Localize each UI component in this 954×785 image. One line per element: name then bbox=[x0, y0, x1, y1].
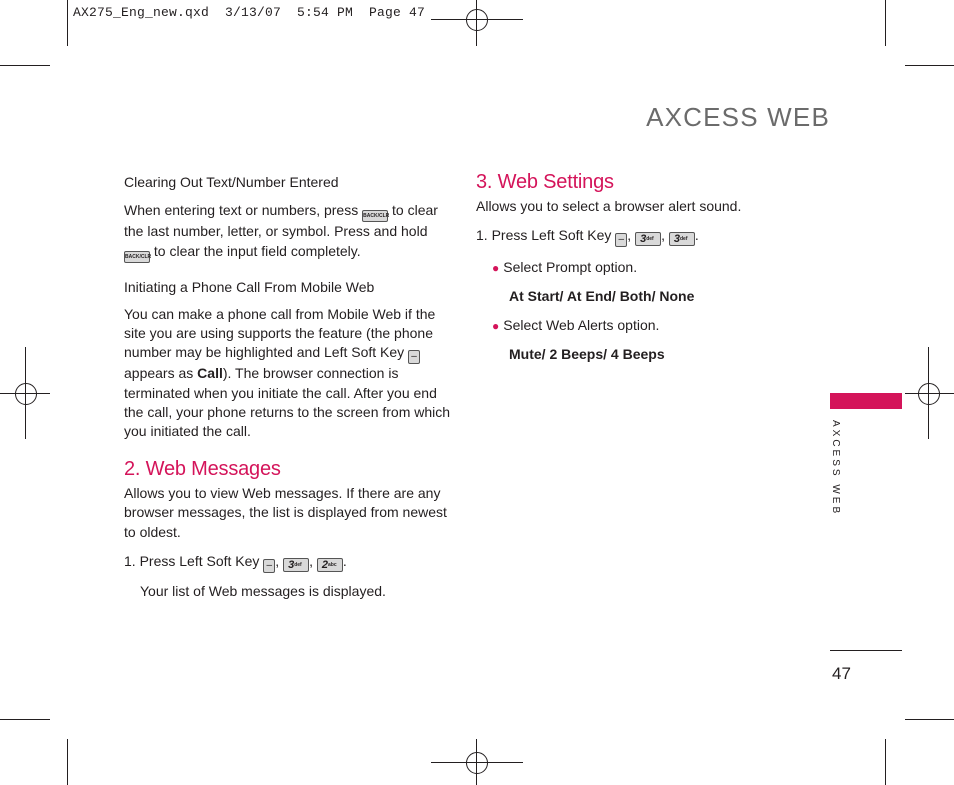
initiating-heading: Initiating a Phone Call From Mobile Web bbox=[124, 278, 375, 295]
clearing-paragraph: When entering text or numbers, press BACK/CLR to clear the last number, letter, or symbol. Press and hold BACK/CLR to clear the input field completely. bbox=[124, 201, 454, 262]
right-column bbox=[476, 173, 806, 365]
chapter-title: AXCESS WEB bbox=[646, 102, 830, 132]
left-soft-key-icon: – bbox=[408, 350, 420, 364]
web-messages-result: Your list of Web messages is displayed. bbox=[140, 582, 386, 599]
key-2-icon: 2abc bbox=[317, 558, 343, 572]
back-key-icon: BACK/CLR bbox=[362, 210, 388, 222]
left-column bbox=[124, 173, 454, 601]
side-tab-bar bbox=[830, 393, 902, 409]
bullet-icon: ● bbox=[492, 319, 500, 334]
prompt-options: At Start/ At End/ Both/ None bbox=[509, 287, 695, 304]
web-settings-step-1: 1. Press Left Soft Key – , 3def , 3def . bbox=[476, 226, 699, 245]
bullet-prompt-option: ● Select Prompt option. bbox=[492, 258, 638, 275]
page-number: 47 bbox=[832, 664, 851, 683]
call-word: Call bbox=[197, 365, 223, 382]
web-alerts-options: Mute/ 2 Beeps/ 4 Beeps bbox=[509, 346, 665, 363]
clearing-heading: Clearing Out Text/Number Entered bbox=[124, 174, 339, 190]
web-settings-title: 3. Web Settings bbox=[476, 171, 614, 193]
left-soft-key-icon: – bbox=[263, 559, 275, 573]
web-messages-step-1: 1. Press Left Soft Key – , 3def , 2abc . bbox=[124, 552, 347, 571]
key-3-icon: 3def bbox=[669, 232, 695, 246]
web-messages-paragraph: Allows you to view Web messages. If there are any browser messages, the list is displayed from newest to oldest. bbox=[124, 484, 447, 540]
web-messages-title: 2. Web Messages bbox=[124, 457, 281, 480]
initiating-paragraph: You can make a phone call from Mobile Web if the site you are using supports the feature (the phone number may be highlighted and Left Soft Key – appears as Call). The browser connection is terminated when you initiate the call. After you end the call, your phone returns to the screen from which you initiated the call. bbox=[124, 305, 451, 440]
key-3-icon: 3def bbox=[635, 232, 661, 246]
bullet-icon: ● bbox=[492, 260, 500, 275]
print-header: AX275_Eng_new.qxd 3/13/07 5:54 PM Page 47 bbox=[73, 5, 426, 20]
web-settings-paragraph: Allows you to select a browser alert sound. bbox=[476, 198, 742, 215]
bullet-web-alerts-option: ● Select Web Alerts option. bbox=[492, 317, 660, 334]
back-key-icon: BACK/CLR bbox=[124, 251, 150, 263]
page-number-rule bbox=[830, 650, 902, 651]
side-tab-text: AXCESS WEB bbox=[830, 420, 841, 517]
left-soft-key-icon: – bbox=[615, 233, 627, 247]
key-3-icon: 3def bbox=[283, 558, 309, 572]
